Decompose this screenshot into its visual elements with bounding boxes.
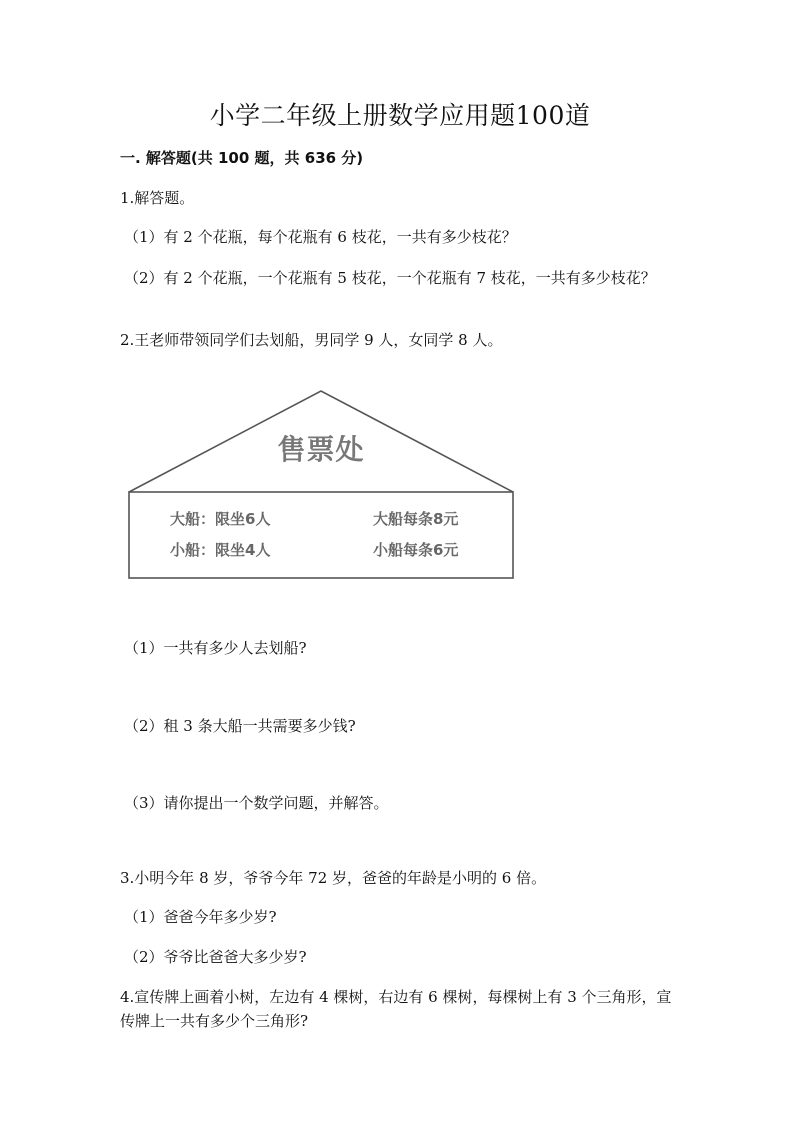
question-1-stem: 1.解答题。 bbox=[120, 189, 195, 207]
section-heading: 一. 解答题(共 100 题，共 636 分) bbox=[120, 149, 364, 167]
question-3-stem: 3.小明今年 8 岁，爷爷今年 72 岁，爸爸的年龄是小明的 6 倍。 bbox=[120, 869, 547, 887]
question-2-part-1: （1）一共有多少人去划船? bbox=[124, 639, 307, 657]
question-4-stem: 4.宣传牌上画着小树，左边有 4 棵树，右边有 6 棵树，每棵树上有 3 个三角形，宣传牌上一共有多少个三角形? bbox=[120, 988, 672, 1030]
question-1-part-1: （1）有 2 个花瓶，每个花瓶有 6 枝花，一共有多少枝花？ bbox=[124, 228, 517, 246]
big-boat-capacity: 大船：限坐6人 bbox=[170, 510, 271, 528]
small-boat-price: 小船每条6元 bbox=[373, 541, 459, 559]
question-2-part-2: （2）租 3 条大船一共需要多少钱? bbox=[124, 717, 356, 735]
document-title: 小学二年级上册数学应用题100道 bbox=[209, 101, 591, 130]
small-boat-capacity: 小船：限坐4人 bbox=[170, 541, 271, 559]
big-boat-price: 大船每条8元 bbox=[373, 510, 459, 528]
question-3-part-2: （2）爷爷比爸爸大多少岁? bbox=[124, 948, 307, 966]
booth-title: 售票处 bbox=[277, 433, 365, 466]
question-2-stem: 2.王老师带领同学们去划船，男同学 9 人，女同学 8 人。 bbox=[120, 331, 503, 349]
ticket-booth-illustration bbox=[127, 388, 515, 583]
question-1-part-2: （2）有 2 个花瓶，一个花瓶有 5 枝花，一个花瓶有 7 枝花，一共有多少枝花？ bbox=[124, 269, 656, 287]
question-2-part-3: （3）请你提出一个数学问题，并解答。 bbox=[124, 794, 389, 812]
question-3-part-1: （1）爸爸今年多少岁? bbox=[124, 908, 277, 926]
